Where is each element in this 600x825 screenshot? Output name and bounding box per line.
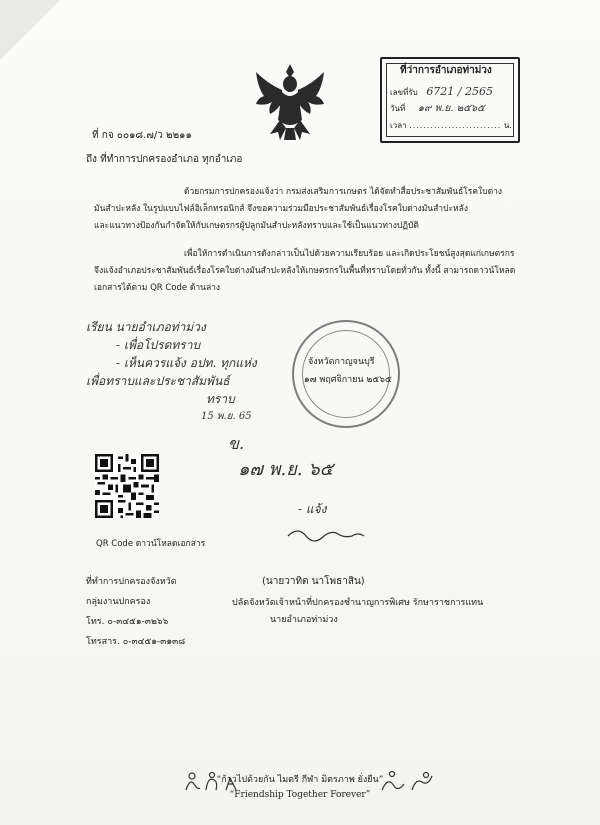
sender-block: ที่ทำการปกครองจังหวัด กลุ่มงานปกครอง โทร. ๐-๓๔๕๑-๓๒๖๖ โทรสาร. ๐-๓๔๕๑-๓๑๓๘ — [86, 577, 186, 647]
seal-province: จังหวัดกาญจนบุรี — [308, 357, 375, 367]
handwritten-order: - แจ้ง — [298, 502, 327, 516]
qr-caption: QR Code ดาวน์โหลดเอกสาร — [96, 539, 206, 549]
body-paragraph-2: เพื่อให้การดำเนินการดังกล่าวเป็นไปด้วยความเรียบร้อย และเกิดประโยชน์สูงสุดแก่เกษตรกร จึงแจ้งอำเภอประชาสัมพันธ์เรื่องโรคใบด่างมันสำปะหลังให้เกษตรกรในพื้นที่ทราบโดยทั่วกัน ทั้งนี้ สามารถดาวน์โหลด เอกสารได้ตาม QR Code ด้านล่าง — [94, 249, 516, 293]
signer-acting-for: นายอำเภอท่าม่วง — [270, 615, 338, 625]
stamp-number-label: เลขที่รับ — [390, 88, 418, 97]
footer-motto-english: “Friendship Together Forever” — [229, 790, 371, 800]
stamp-date-value: ๑๙ พ.ย. ๒๕๖๕ — [417, 103, 485, 114]
stamp-number-value: 6721 / 2565 — [426, 85, 493, 98]
seal-date: ๑๗ พฤศจิกายน ๒๕๖๕ — [304, 375, 392, 385]
signer-name: (นายวาทิต นาโพธาสิน) — [262, 576, 365, 587]
page-fold — [0, 0, 60, 60]
qr-code — [95, 454, 159, 518]
stamp-time-suffix: น. — [503, 121, 512, 130]
receive-stamp: ที่ว่าการอำเภอท่าม่วง เลขที่รับ 6721 / 2565 วันที่ ๑๙ พ.ย. ๒๕๖๕ เวลา .......................... น. — [380, 57, 520, 143]
garuda-emblem-icon — [252, 62, 328, 144]
handwritten-note: เรียน นายอำเภอท่าม่วง - เพื่อโปรดทราบ - เห็นควรแจ้ง อปท. ทุกแห่ง เพื่อทราบและประชาสัมพันธ์ ทราบ 15 พ.ย. 65 — [86, 320, 257, 422]
document-reference: ที่ กจ ๐๐๑๘.๗/ว ๒๒๑๑ — [92, 130, 192, 141]
stamp-office: ที่ว่าการอำเภอท่าม่วง — [400, 65, 492, 76]
stamp-date-label: วันที่ — [390, 104, 406, 113]
signer-position: ปลัดจังหวัดเจ้าหน้าที่ปกครองชำนาญการพิเศษ รักษาราชการแทน — [232, 598, 484, 608]
signature-scribble-icon — [286, 522, 366, 542]
handwritten-initial: ข. — [228, 434, 245, 453]
body-paragraph-1: ด้วยกรมการปกครองแจ้งว่า กรมส่งเสริมการเกษตร ได้จัดทำสื่อประชาสัมพันธ์โรคใบด่าง มันสำปะหลัง ในรูปแบบไฟล์อิเล็กทรอนิกส์ จึงขอความร่วมมือประชาสัมพันธ์เรื่องโรคใบด่างมันสำปะหลัง และแนวทางป้องกันกำจัดให้กับเกษตรกรผู้ปลูกมันสำปะหลังทราบและใช้เป็นแนวทางปฏิบัติ — [94, 187, 503, 231]
document-recipient: ถึง ที่ทำการปกครองอำเภอ ทุกอำเภอ — [86, 154, 243, 165]
footer-motto-thai: “ก้าวไปด้วยกัน ไมตรี กีฬา มิตรภาพ ยั่งยืน” — [216, 775, 384, 785]
handwritten-date: ๑๗ พ.ย. ๖๕ — [238, 459, 334, 480]
stamp-time-label: เวลา — [390, 121, 407, 130]
